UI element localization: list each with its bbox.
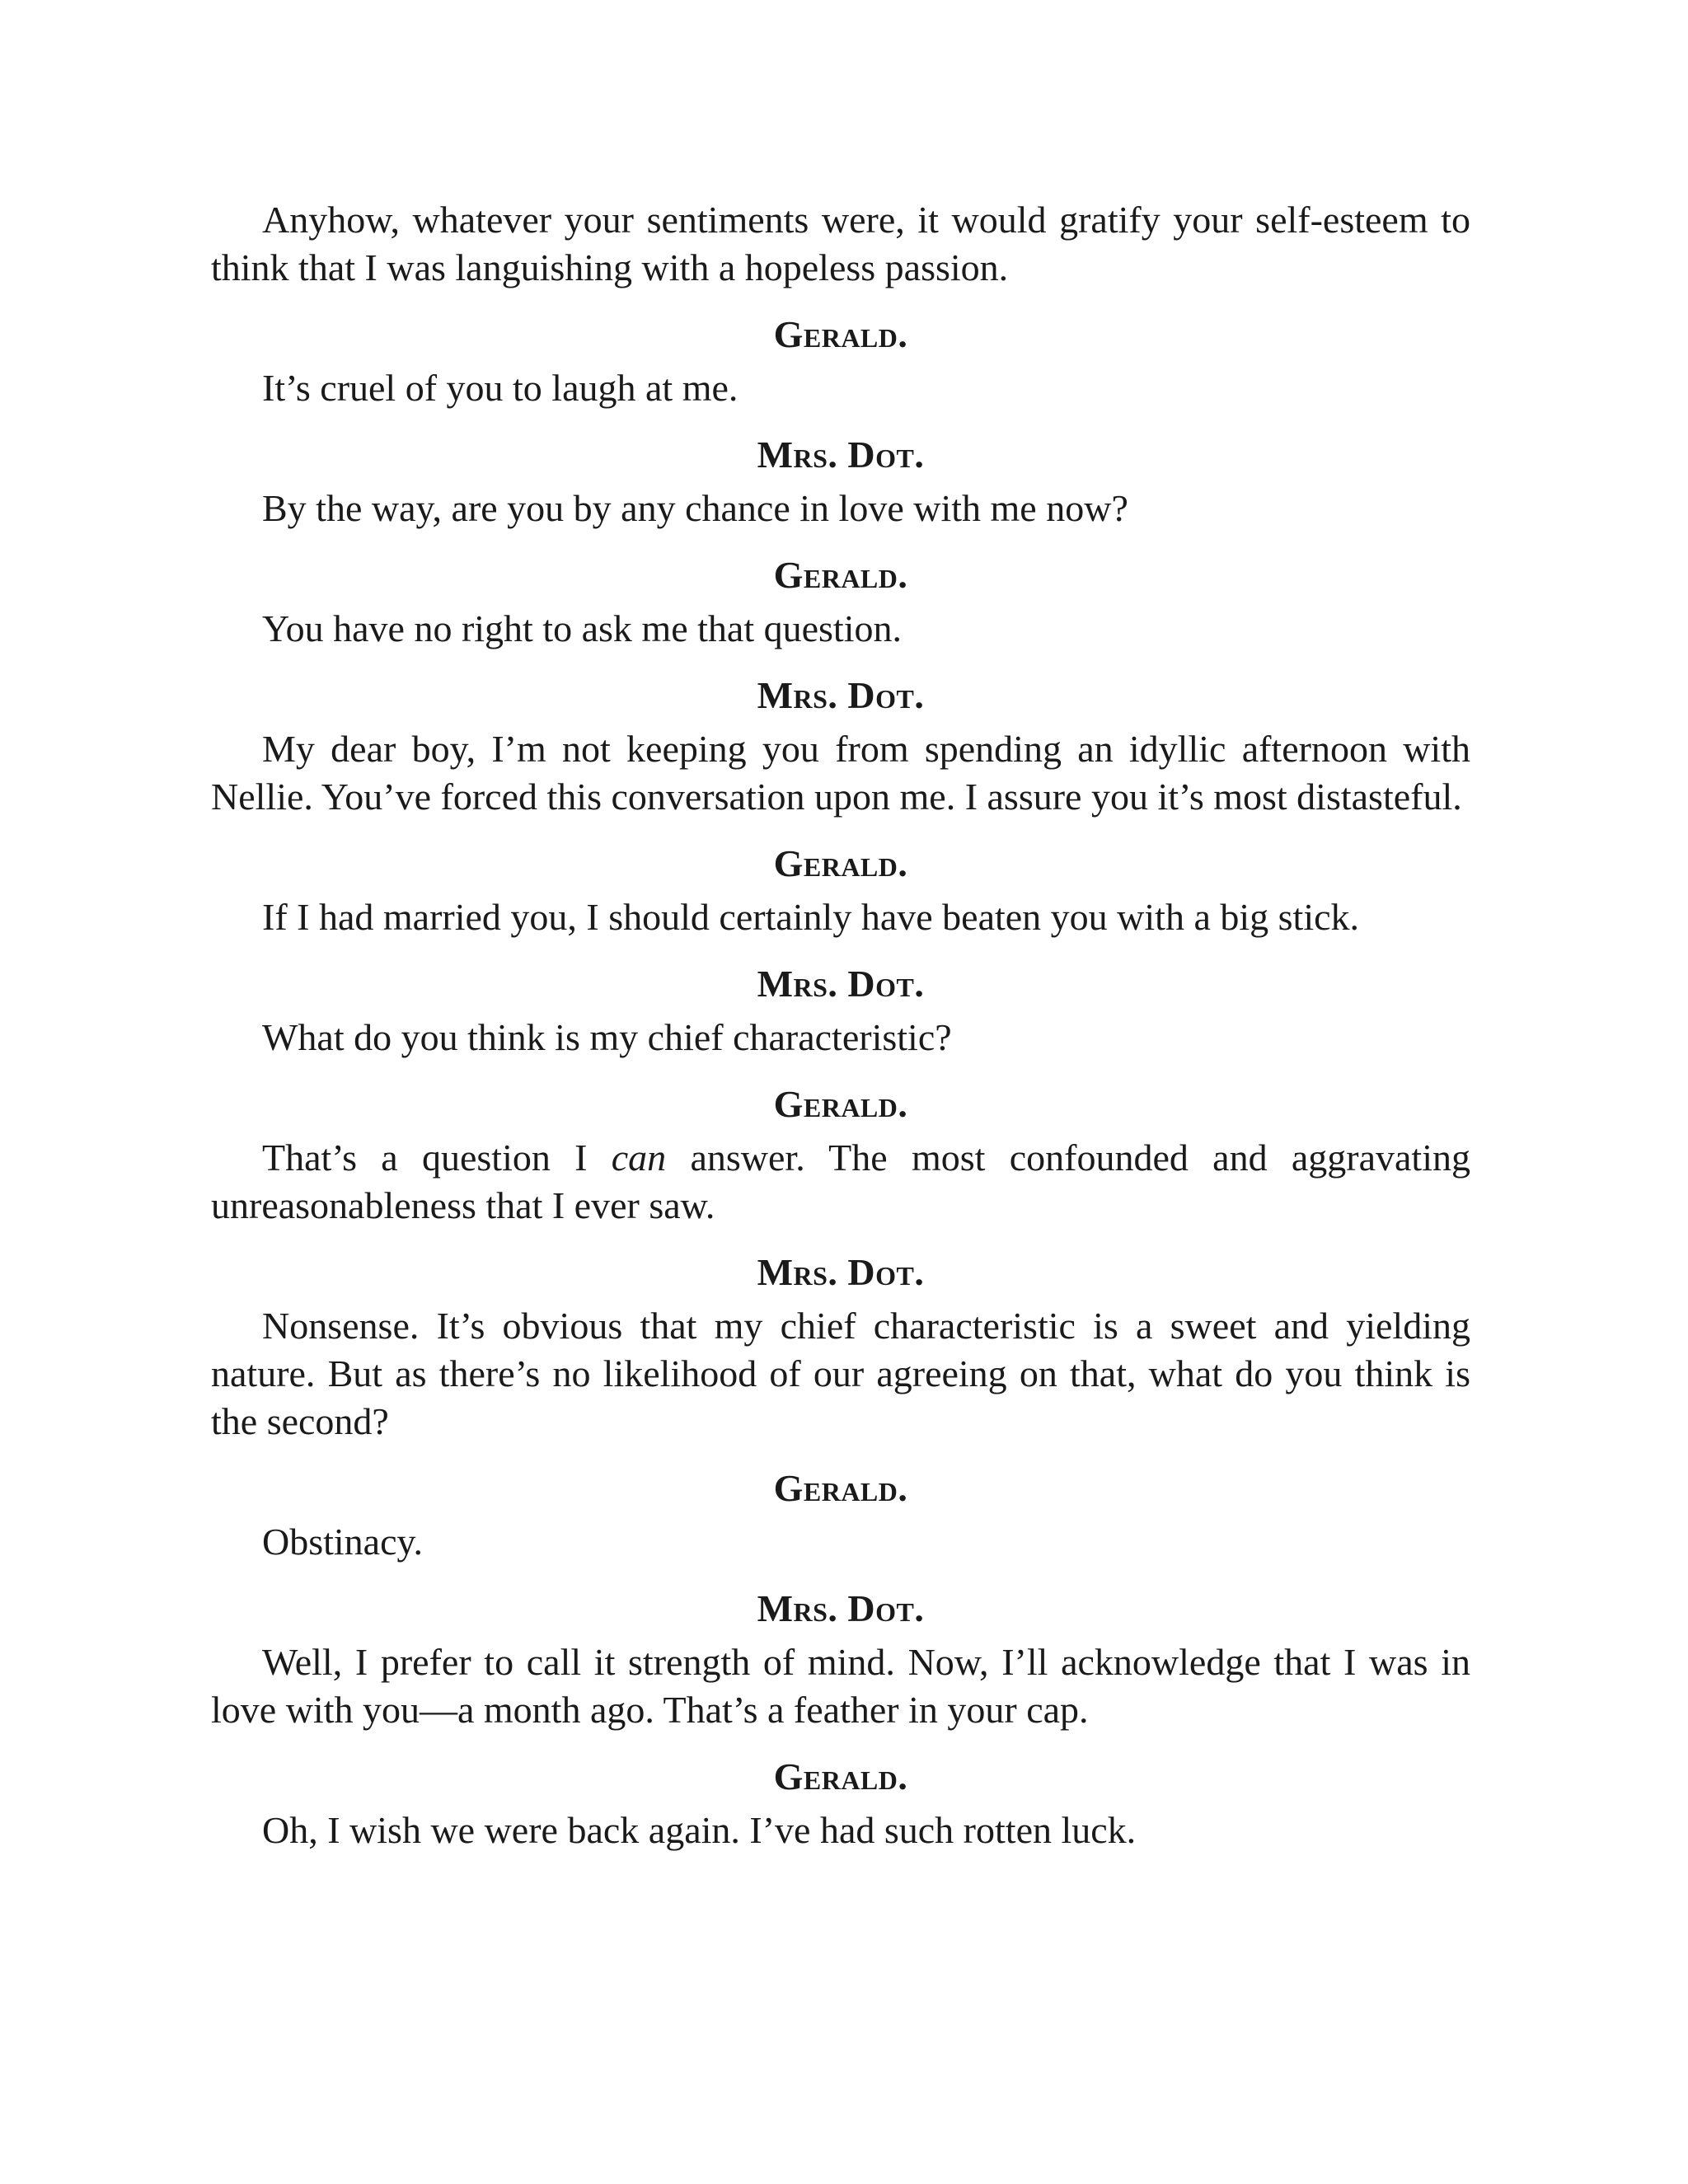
speech-fragment: answer. The most confounded and aggravating unreasonableness that I ever saw.: [211, 1137, 1470, 1226]
speaker-name: Mrs. Dot.: [757, 674, 925, 716]
speaker-name: Mrs. Dot.: [757, 1251, 925, 1293]
speech-line: Nonsense. It’s obvious that my chief characteristic is a sweet and yielding nature. But as there’s no likelihood of our agreeing on that, what do you think is the second?: [211, 1305, 1470, 1442]
speech-line: [211, 1134, 1470, 1230]
speaker-name: Mrs. Dot.: [757, 434, 925, 476]
speech-line: Obstinacy.: [262, 1521, 424, 1563]
speaker-name: Mrs. Dot.: [757, 963, 925, 1005]
speech-line: If I had married you, I should certainly have beaten you with a big stick.: [262, 896, 1360, 938]
page-body: [211, 196, 1470, 1854]
speaker-name: Gerald.: [773, 313, 908, 355]
speech-fragment: That’s a question I: [262, 1137, 612, 1179]
speech-line: Anyhow, whatever your sentiments were, it would gratify your self-esteem to think that I was languishing with a hopeless passion.: [211, 199, 1470, 288]
speech-line: You have no right to ask me that question.: [262, 607, 902, 649]
speaker-name: Mrs. Dot.: [757, 1587, 925, 1629]
speaker-name: Gerald.: [773, 842, 908, 884]
speaker-name: Gerald.: [773, 1467, 908, 1509]
speaker-name: Gerald.: [773, 1083, 908, 1125]
speech-line: It’s cruel of you to laugh at me.: [262, 367, 738, 409]
speaker-name: Gerald.: [773, 1755, 908, 1797]
speech-line: By the way, are you by any chance in love with me now?: [262, 487, 1128, 529]
speech-line: My dear boy, I’m not keeping you from spending an idyllic afternoon with Nellie. You’ve forced this conversation upon me. I assure you it’s most distasteful.: [211, 728, 1470, 818]
emphasis-word: can: [611, 1137, 667, 1179]
speech-line: Oh, I wish we were back again. I’ve had such rotten luck.: [262, 1809, 1137, 1851]
speaker-name: Gerald.: [773, 554, 908, 596]
speech-line: Well, I prefer to call it strength of mind. Now, I’ll acknowledge that I was in love with you—a month ago. That’s a feather in your cap.: [211, 1641, 1470, 1731]
speech-line: What do you think is my chief characteristic?: [262, 1016, 952, 1058]
